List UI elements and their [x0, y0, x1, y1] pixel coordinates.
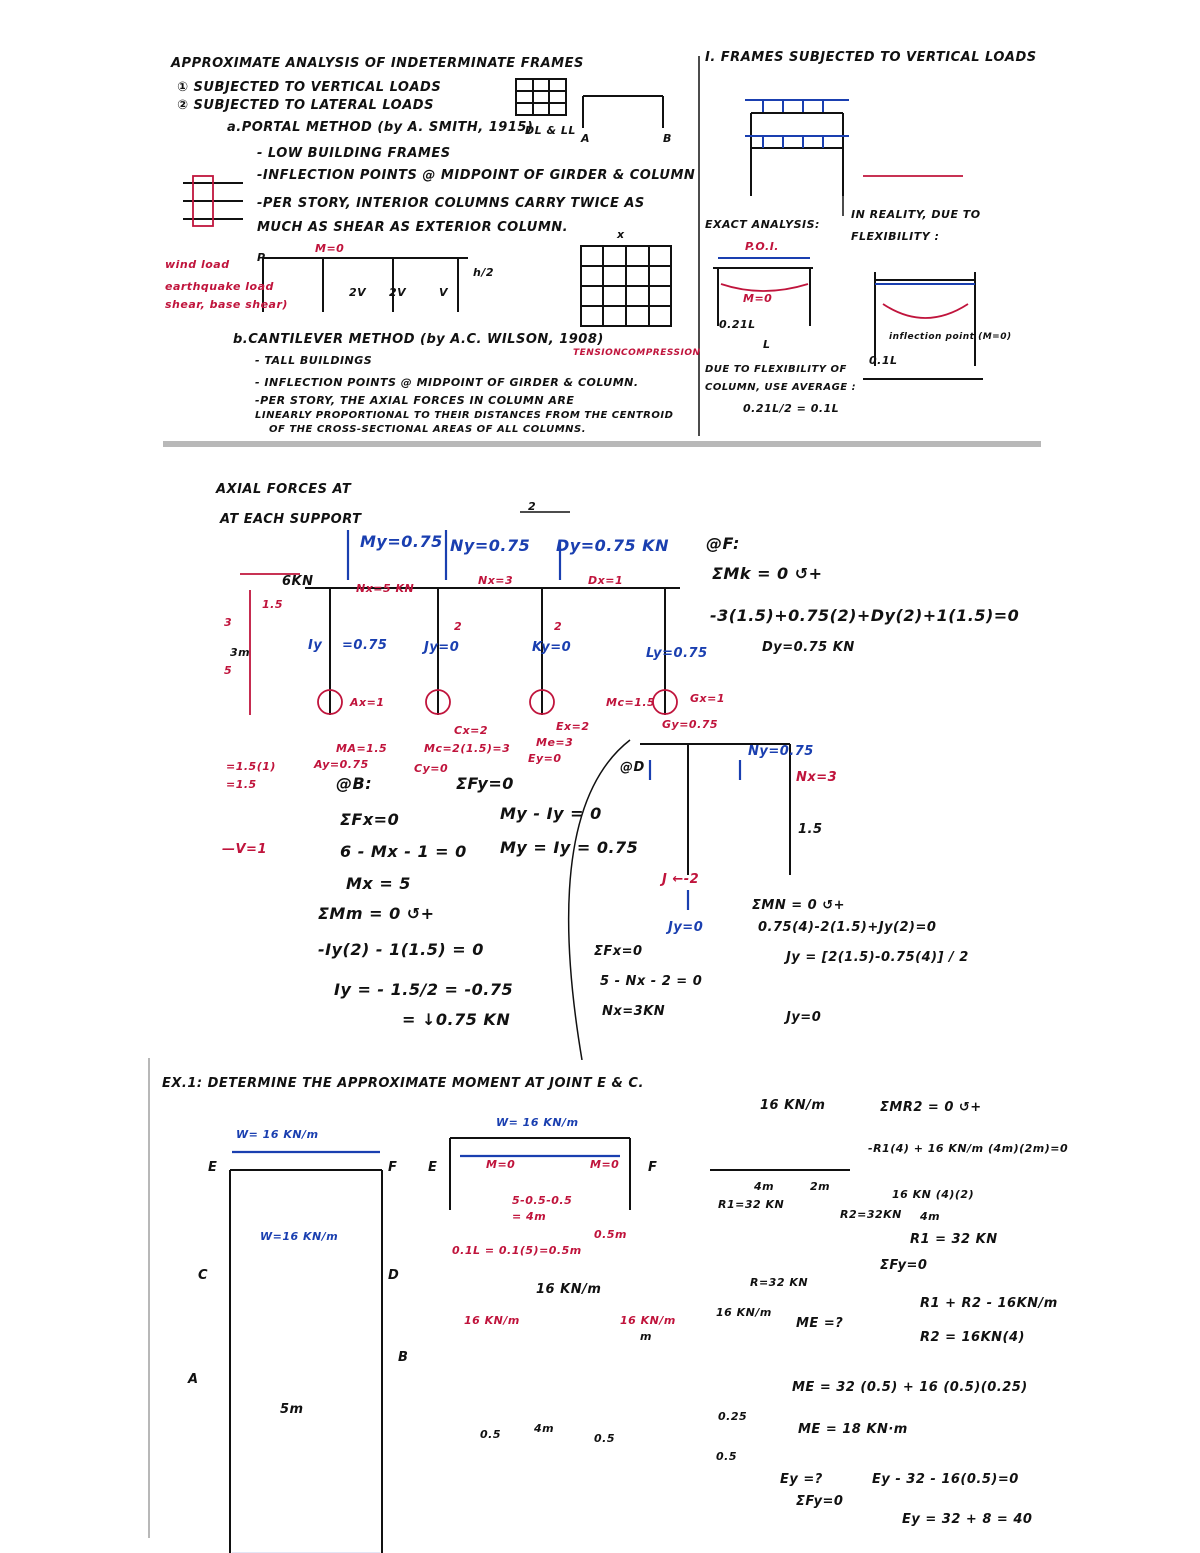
- r2-value: R2 = 16KN(4): [920, 1330, 1025, 1345]
- my-75: My = Iy = 0.75: [500, 838, 639, 857]
- dim-3: 3: [224, 616, 233, 629]
- nx-5: Nx=5 KN: [356, 582, 415, 595]
- w-right-m: m: [640, 1330, 652, 1343]
- sum-fy: ΣFy=0: [880, 1258, 928, 1273]
- w-right-cant: 16 KN/m: [620, 1314, 676, 1327]
- m0-label: M=0: [743, 292, 773, 305]
- dim-2m: 2m: [810, 1180, 831, 1193]
- label-iy75: =0.75: [342, 638, 388, 653]
- label-ky0: Ky=0: [532, 640, 572, 655]
- label-e-2: E: [428, 1160, 438, 1175]
- label-dl-ll: DL & LL: [525, 124, 576, 137]
- label-j2b: 2: [454, 620, 463, 633]
- avg-formula: 0.21L/2 = 0.1L: [743, 402, 840, 415]
- kn-label: 16 KN/m: [716, 1306, 772, 1319]
- label-iy: Iy: [308, 638, 323, 653]
- sum-mr2: ΣMR2 = 0 ↺+: [880, 1100, 982, 1115]
- portal-title: a.PORTAL METHOD (by A. SMITH, 1915): [227, 120, 534, 135]
- notes-panel-middle: [210, 470, 1020, 1050]
- sum-fx-2: ΣFx=0: [594, 944, 643, 959]
- vertical-loads-title: I. FRAMES SUBJECTED TO VERTICAL LOADS: [705, 50, 1037, 65]
- label-tension: TENSION: [573, 348, 622, 358]
- label-v: V: [439, 286, 449, 299]
- eq-5: 5 - Nx - 2 = 0: [600, 974, 703, 989]
- eq-4: 0.75(4)-2(1.5)+Jy(2)=0: [758, 920, 937, 935]
- w-beam-detail: W= 16 KN/m: [496, 1116, 579, 1129]
- ey-q: Ey =?: [780, 1472, 823, 1487]
- label-d: D: [388, 1268, 400, 1283]
- dx-1: Dx=1: [588, 574, 624, 587]
- sum-fy: ΣFy=0: [456, 774, 514, 793]
- label-jy0: Jy=0: [424, 640, 460, 655]
- eq-2: 6 - Mx - 1 = 0: [340, 842, 467, 861]
- mid-heading-1: AXIAL FORCES AT: [216, 482, 352, 497]
- jy-0b: Jy=0: [668, 920, 704, 935]
- w-top-frame: W= 16 KN/m: [236, 1128, 319, 1141]
- w-beam-lower: 16 KN/m: [536, 1282, 602, 1297]
- jy-frac: Jy = [2(1.5)-0.75(4)] / 2: [786, 950, 969, 965]
- at-b: @B:: [336, 774, 373, 793]
- eq-a: -R1(4) + 16 KN/m (4m)(2m)=0: [868, 1142, 1069, 1155]
- sum-fy-2: ΣFy=0: [796, 1494, 844, 1509]
- column-avg-text: COLUMN, USE AVERAGE :: [705, 382, 857, 393]
- label-mc: Mc=2(1.5)=3: [424, 742, 511, 755]
- j-2: J ←-2: [662, 872, 700, 887]
- w-mid-frame: W=16 KN/m: [260, 1230, 339, 1243]
- label-gx: Gx=1: [690, 692, 725, 705]
- me-q: ME =?: [796, 1316, 844, 1331]
- sum-mm: ΣMm = 0 ↺+: [318, 904, 435, 923]
- r2: R2=32KN: [840, 1208, 902, 1221]
- label-m0: M=0: [315, 242, 345, 255]
- top-item-1: ① SUBJECTED TO VERTICAL LOADS: [177, 80, 442, 95]
- label-cy: Cy=0: [414, 762, 449, 775]
- label-a: A: [188, 1372, 199, 1387]
- label-ny: Ny=0.75: [450, 536, 531, 555]
- dim-05c: 0.5: [716, 1450, 737, 1463]
- cantilever-bullet-1: - TALL BUILDINGS: [255, 354, 373, 367]
- label-ma: MA=1.5: [336, 742, 388, 755]
- point1-label: 0.1L: [869, 354, 898, 367]
- small-frame-sketch: [516, 79, 566, 115]
- red-note-shear: shear, base shear): [165, 298, 288, 311]
- jy-0c: Jy=0: [786, 1010, 822, 1025]
- label-cx: Cx=2: [454, 724, 489, 737]
- label-f: F: [388, 1160, 398, 1175]
- exact-analysis: EXACT ANALYSIS:: [705, 218, 820, 231]
- r1-value: R1 = 32 KN: [910, 1232, 998, 1247]
- label-ay: Ay=0.75: [314, 758, 369, 771]
- dim-5: 5: [224, 664, 233, 677]
- v-1: —V=1: [222, 842, 267, 857]
- top-item-2: ② SUBJECTED TO LATERAL LOADS: [177, 98, 434, 113]
- at-f: @F:: [706, 534, 740, 553]
- ny-75: Ny=0.75: [748, 744, 814, 759]
- sum-mk: ΣMk = 0 ↺+: [712, 564, 823, 583]
- sum-fx: ΣFx=0: [340, 810, 400, 829]
- label-c: C: [198, 1268, 209, 1283]
- example-title: EX.1: DETERMINE THE APPROXIMATE MOMENT AT JOINT E & C.: [162, 1076, 644, 1091]
- span-5m: 5m: [280, 1402, 304, 1417]
- me-eq: ME = 32 (0.5) + 16 (0.5)(0.25): [792, 1380, 1028, 1395]
- r1-r2: R1 + R2 - 16KN/m: [920, 1296, 1058, 1311]
- r1: R1=32 KN: [718, 1198, 785, 1211]
- eq-b: 16 KN (4)(2): [892, 1188, 975, 1201]
- label-dy: Dy=0.75 KN: [556, 536, 669, 555]
- ey-value: Ey = 32 + 8 = 40: [902, 1512, 1033, 1527]
- label-b: B: [663, 132, 672, 145]
- eq-1: -3(1.5)+0.75(2)+Dy(2)+1(1.5)=0: [710, 606, 1020, 625]
- label-p: P: [257, 251, 266, 264]
- w-simple-beam: 16 KN/m: [760, 1098, 826, 1113]
- nx-3: Nx=3: [478, 574, 514, 587]
- dim-2: 2: [528, 500, 537, 513]
- label-me: Me=3: [536, 736, 574, 749]
- pt-5m: 0.5m: [594, 1228, 627, 1241]
- me-value: ME = 18 KN·m: [798, 1422, 908, 1437]
- load-6kn: 6KN: [282, 574, 314, 589]
- label-k2: 2: [554, 620, 563, 633]
- inflection-label: inflection point (M=0): [889, 332, 1012, 342]
- m0-left: M=0: [486, 1158, 516, 1171]
- notes-panel-top: [163, 36, 1041, 444]
- poi-label: P.O.I.: [745, 240, 779, 253]
- top-title: APPROXIMATE ANALYSIS OF INDETERMINATE FRAMES: [171, 56, 584, 71]
- cantilever-title: b.CANTILEVER METHOD (by A.C. WILSON, 1908): [233, 332, 604, 347]
- cantilever-bullet-4: LINEARLY PROPORTIONAL TO THEIR DISTANCES FROM THE CENTROID: [255, 410, 674, 421]
- w-left-cant: 16 KN/m: [464, 1314, 520, 1327]
- l-label: L: [763, 338, 771, 351]
- cantilever-bullet-3: -PER STORY, THE AXIAL FORCES IN COLUMN ARE: [255, 394, 575, 407]
- notes-panel-bottom: [150, 1060, 1069, 1550]
- at-d: @D: [620, 760, 645, 775]
- flexibility-text: FLEXIBILITY :: [851, 230, 940, 243]
- label-my: My=0.75: [360, 532, 443, 551]
- iy-frac: Iy = - 1.5/2 = -0.75: [334, 980, 514, 999]
- nx-3b: Nx=3: [796, 770, 838, 785]
- ey-eq: Ey - 32 - 16(0.5)=0: [872, 1472, 1019, 1487]
- v-15: 1.5: [798, 822, 823, 837]
- label-mg: Mc=1.5: [606, 696, 656, 709]
- point21-label: 0.21L: [719, 318, 756, 331]
- label-ex: Ex=2: [556, 720, 590, 733]
- dim-05-left: 0.5: [480, 1428, 501, 1441]
- portal-bullet-3: -PER STORY, INTERIOR COLUMNS CARRY TWICE AS: [257, 196, 645, 211]
- label-ax: Ax=1: [350, 696, 385, 709]
- label-ey: Ey=0: [528, 752, 562, 765]
- label-h2: h/2: [473, 266, 495, 279]
- red-15: =1.5(1): [226, 760, 276, 773]
- calc-span: 5-0.5-0.5: [512, 1194, 573, 1207]
- portal-bullet-4: MUCH AS SHEAR AS EXTERIOR COLUMN.: [257, 220, 569, 235]
- label-f-2: F: [648, 1160, 658, 1175]
- eq-3: -Iy(2) - 1(1.5) = 0: [318, 940, 484, 959]
- label-e: E: [208, 1160, 218, 1175]
- dim-4m: 4m: [534, 1422, 555, 1435]
- iy-val: = ↓0.75 KN: [402, 1010, 511, 1029]
- dim-025: 0.25: [718, 1410, 748, 1423]
- red-note-earthquake: earthquake load: [165, 280, 274, 293]
- red-15b: =1.5: [226, 778, 257, 791]
- my-iy: My - Iy = 0: [500, 804, 602, 823]
- cantilever-bullet-2: - INFLECTION POINTS @ MIDPOINT OF GIRDER & COLUMN.: [255, 376, 639, 389]
- label-x: x: [617, 228, 625, 241]
- mid-heading-2: AT EACH SUPPORT: [220, 512, 362, 527]
- due-text: DUE TO FLEXIBILITY OF: [705, 364, 847, 375]
- reality-text: IN REALITY, DUE TO: [851, 208, 981, 221]
- label-compression: COMPRESSION: [621, 348, 701, 358]
- sum-mn: ΣMN = 0 ↺+: [752, 898, 845, 913]
- label-2v-b: 2V: [389, 286, 407, 299]
- point1l: 0.1L = 0.1(5)=0.5m: [452, 1244, 582, 1257]
- panel-divider-1: [163, 441, 1041, 447]
- portal-bullet-2: -INFLECTION POINTS @ MIDPOINT OF GIRDER & COLUMN: [257, 168, 696, 183]
- label-a: A: [581, 132, 591, 145]
- dy-result: Dy=0.75 KN: [762, 640, 855, 655]
- eq-b2: 4m: [920, 1210, 941, 1223]
- dim-05-right: 0.5: [594, 1432, 615, 1445]
- mx-5: Mx = 5: [346, 874, 411, 893]
- dim-3m: 3m: [230, 646, 251, 659]
- label-2v-a: 2V: [349, 286, 367, 299]
- r-32: R=32 KN: [750, 1276, 809, 1289]
- red-note-wind: wind load: [165, 258, 230, 271]
- calc-span-2: = 4m: [512, 1210, 547, 1223]
- cantilever-bullet-5: OF THE CROSS-SECTIONAL AREAS OF ALL COLUMNS.: [269, 424, 587, 435]
- dim-4m-2: 4m: [754, 1180, 775, 1193]
- nx-3kn: Nx=3KN: [602, 1004, 666, 1019]
- label-ly: Ly=0.75: [646, 646, 708, 661]
- dim-15: 1.5: [262, 598, 283, 611]
- label-b: B: [398, 1350, 409, 1365]
- m0-right: M=0: [590, 1158, 620, 1171]
- portal-bullet-1: - LOW BUILDING FRAMES: [257, 146, 451, 161]
- label-gy: Gy=0.75: [662, 718, 719, 731]
